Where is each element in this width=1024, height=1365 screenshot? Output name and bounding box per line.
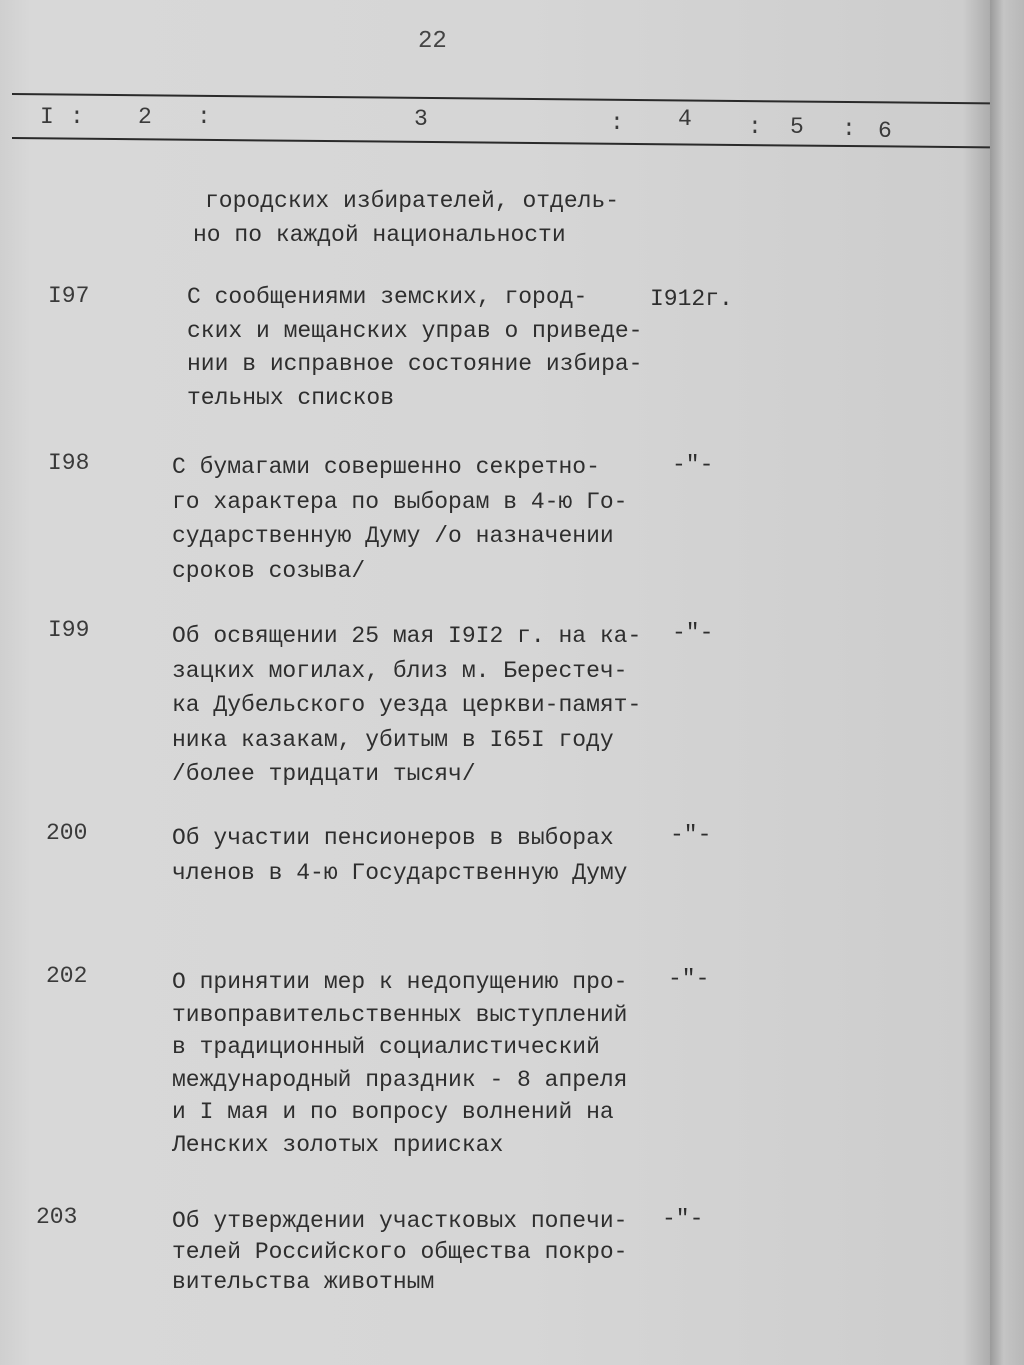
text-line: международный праздник - 8 апреля [172,1066,628,1093]
column-separator: : [610,110,624,136]
text-line: но по каждой национальности [193,222,566,248]
text-line: го характера по выборам в 4-ю Го- [172,488,628,515]
entry-number: 200 [46,820,88,846]
column-header-1: I [40,104,54,130]
entry-date: -"- [672,620,714,646]
column-header-4: 4 [678,106,692,132]
text-line: в традиционный социалистический [172,1034,600,1060]
entry-number: 203 [36,1204,78,1230]
entry-number: 202 [46,963,88,989]
column-header-2: 2 [138,104,152,130]
entry-description [172,619,641,792]
entry-description [174,281,642,415]
entry-number: I98 [48,450,90,476]
entry-date: -"- [668,966,710,992]
text-line: Об участии пенсионеров в выборах [172,825,614,851]
text-line: /более тридцати тысяч/ [172,761,476,787]
text-line: О принятии мер к недопущению про- [172,969,628,995]
column-header-3: 3 [414,106,428,132]
entry-date: -"- [662,1206,704,1232]
entry-number: I99 [48,617,90,643]
entry-date: -"- [670,822,712,848]
entry-date: I912г. [650,286,733,312]
continuation-text [193,184,619,252]
column-separator: : [842,116,856,142]
text-line: Об утверждении участковых попечи- [172,1208,628,1234]
entry-description [172,450,627,588]
text-line: ника казакам, убитым в I65I году [172,726,614,753]
text-line: ских и мещанских управ о приведе- [187,317,643,344]
text-line: сроков созыва/ [172,557,366,584]
text-line: Ленских золотых приисках [172,1131,504,1158]
text-line: зацких могилах, близ м. Берестеч- [172,657,628,684]
header-top-rule [12,93,990,104]
column-header-5: 5 [790,114,804,140]
entry-description [172,966,627,1161]
text-line: городских избирателей, отдель- [205,188,620,214]
entry-date: -"- [672,452,714,478]
text-line: С сообщениями земских, город- [187,284,588,310]
text-line: С бумагами совершенно секретно- [172,454,600,480]
text-line: нии в исправное состояние избира- [187,351,643,377]
text-line: Об освящении 25 мая I9I2 г. на ка- [172,623,642,649]
entry-description [172,821,627,891]
text-line: тивоправительственных выступлений [172,1001,628,1028]
text-line: телей Российского общества покро- [172,1238,628,1265]
text-line: и I мая и по вопросу волнений на [172,1099,614,1125]
text-line: сударственную Думу /о назначении [172,523,614,549]
text-line: тельных списков [187,384,395,411]
page-number: 22 [418,28,447,55]
column-header-6: 6 [878,118,892,144]
column-separator: : [748,114,762,140]
text-line: ка Дубельского уезда церкви-памят- [172,692,642,718]
page-edge-shadow [990,0,1024,1365]
entry-description [172,1206,627,1298]
text-line: членов в 4-ю Государственную Думу [172,860,628,886]
column-separator: : [197,104,211,130]
column-separator: : [70,104,84,130]
text-line: вительства животным [172,1269,435,1295]
entry-number: I97 [48,283,90,309]
